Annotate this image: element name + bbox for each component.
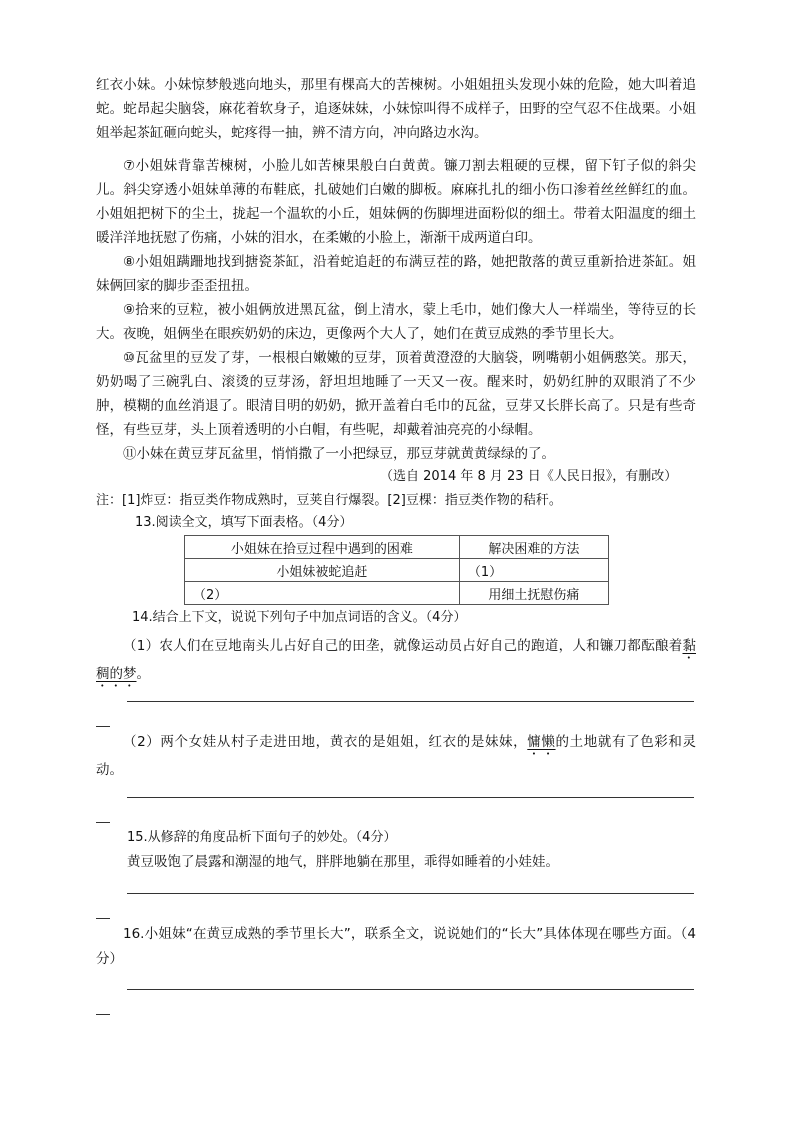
- passage-paragraph-11: ⑪小妹在黄豆芽瓦盆里，悄悄撒了一小把绿豆，那豆芽就黄黄绿绿的了。: [123, 446, 555, 462]
- sentence-1-end: 。: [136, 666, 150, 682]
- answer-line-14-2-dash: [96, 822, 110, 823]
- question-16-prompt: 16.小姐妹“在黄豆成熟的季节里长大”，联系全文，说说她们的“长大”具体体现在哪些方面。（4分）: [96, 926, 696, 967]
- question-14-sentence-2: [96, 730, 696, 783]
- passage-paragraph-8: ⑧小姐姐蹒跚地找到搪瓷茶缸，沿着蛇追赶的布满豆茬的路，她把散落的黄豆重新拾进茶缸。姐妹俩回家的脚步歪歪扭扭。: [96, 254, 696, 294]
- table-header-difficulty: 小姐妹在拾豆过程中遇到的困难: [185, 536, 460, 559]
- passage-paragraph-9: ⑨拾来的豆粒，被小姐俩放进黑瓦盆，倒上清水，蒙上毛巾，她们像大人一样端坐，等待豆的长大。夜晚，姐俩坐在眼疾奶奶的床边，更像两个大人了，她们在黄豆成熟的季节里长大。: [96, 302, 696, 342]
- table-header-solution: 解决困难的方法: [459, 536, 608, 559]
- passage-paragraph-7: ⑦小姐妹背靠苦楝树，小脸儿如苦楝果般白白黄黄。镰刀割去粗硬的豆棵，留下钉子似的斜尖儿。斜尖穿透小姐妹单薄的布鞋底，扎破她们白嫩的脚板。麻麻扎扎的细小伤口渗着丝丝鲜红的血。小姐姐把树下的尘土，拢起一个温软的小丘，姐妹俩的伤脚埋进面粉似的细土。带着太阳温度的细土暖洋洋地抚慰了伤痛，小妹的泪水，在柔嫩的小脸上，渐渐干成两道白印。: [96, 158, 696, 246]
- table-cell-answer-1[interactable]: （1）: [459, 559, 608, 582]
- footnote: 注：[1]炸豆：指豆类作物成熟时，豆荚自行爆裂。[2]豆棵：指豆类作物的秸秆。: [96, 493, 562, 508]
- answer-line-14-1-dash: [96, 726, 110, 727]
- table-cell-solution-2: 用细土抚慰伤痛: [459, 582, 608, 605]
- passage-paragraph-continued: 红衣小妹。小妹惊梦般逃向地头，那里有棵高大的苦楝树。小姐姐扭头发现小妹的危险，她大叫着追蛇。蛇昂起尖脑袋，麻花着软身子，追逐妹妹，小妹惊叫得不成样子，田野的空气忍不住战栗。小姐姐举起茶缸砸向蛇头，蛇疼得一抽，辨不清方向，冲向路边水沟。: [96, 77, 696, 141]
- question-13-table: [184, 535, 609, 605]
- question-15-prompt: 15.从修辞的角度品析下面句子的妙处。（4分）: [127, 830, 397, 845]
- answer-line-15[interactable]: [127, 893, 694, 894]
- table-cell-difficulty-1: 小姐妹被蛇追赶: [185, 559, 460, 582]
- answer-line-14-2[interactable]: [127, 797, 694, 798]
- question-14-sentence-1: [96, 634, 696, 690]
- answer-line-14-1[interactable]: [127, 701, 694, 702]
- passage-paragraph-10: ⑩瓦盆里的豆发了芽，一根根白嫩嫩的豆芽，顶着黄澄澄的大脑袋，咧嘴朝小姐俩憨笑。那天，奶奶喝了三碗乳白、滚烫的豆芽汤，舒坦坦地睡了一天又一夜。醒来时，奶奶红肿的双眼消了不少肿，模糊的血丝消退了。眼清目明的奶奶，掀开盖着白毛巾的瓦盆，豆芽又长胖长高了。只是有些奇怪，有些豆芽，头上顶着透明的小白帽，有些呢，却戴着油亮亮的小绿帽。: [96, 350, 696, 438]
- sentence-2-end: 的土地就有了色彩和灵动。: [96, 734, 697, 778]
- sentence-1-text: （1）农人们在豆地南头儿占好自己的田垄，就像运动员占好自己的跑道，人和镰刀都酝酿着: [123, 638, 683, 654]
- marked-phrase-2: 慵懒: [527, 734, 556, 750]
- question-15-sentence: 黄豆吸饱了晨露和潮湿的地气，胖胖地躺在那里，乖得如睡着的小娃娃。: [127, 854, 559, 870]
- passage-source: （选自 2014 年 8 月 23 日《人民日报》，有删改）: [380, 469, 678, 484]
- answer-line-16-dash: [96, 1014, 110, 1015]
- table-cell-answer-2[interactable]: （2）: [185, 582, 460, 605]
- answer-line-15-dash: [96, 918, 110, 919]
- marked-phrase-1: 黏稠的梦: [96, 638, 696, 682]
- question-14-prompt: 14.结合上下文，说说下列句子中加点词语的含义。（4分）: [132, 610, 467, 625]
- question-13-prompt: 13.阅读全文，填写下面表格。（4分）: [135, 515, 353, 530]
- answer-line-16[interactable]: [127, 989, 694, 990]
- sentence-2-text: （2）两个女娃从村子走进田地，黄衣的是姐姐，红衣的是妹妹，: [123, 734, 528, 750]
